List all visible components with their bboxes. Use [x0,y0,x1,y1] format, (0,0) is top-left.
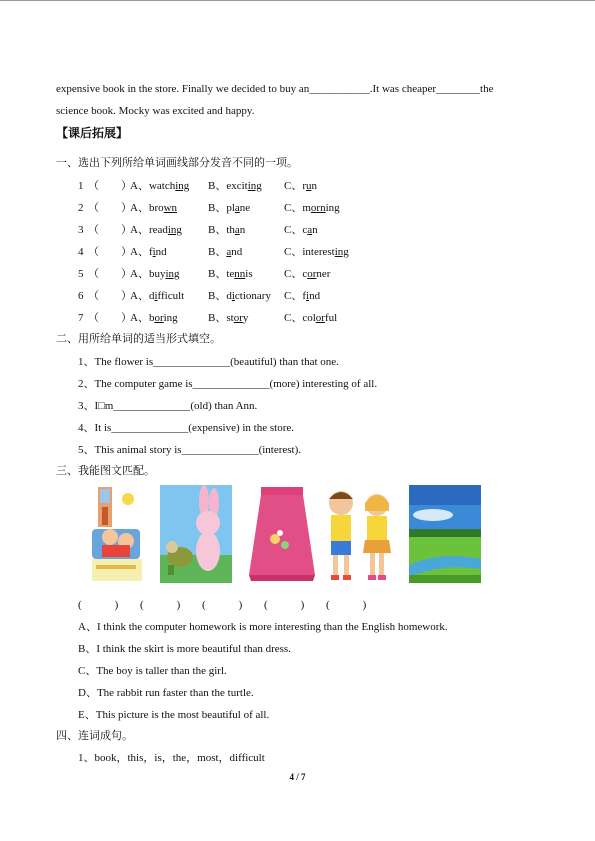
part1-item [78,201,340,215]
option-a[interactable]: A、find [130,246,167,258]
header-rule [0,0,595,1]
part3-title: 三、我能图文匹配。 [56,464,155,477]
item-number: 3 [78,224,84,236]
option-c[interactable]: C、interesting [284,246,349,258]
answer-paren[interactable]: （ ） [88,246,132,258]
item-number: 5 [78,268,84,280]
option-b[interactable]: B、than [208,224,246,236]
answer-box-4[interactable]: ( ) [264,599,305,611]
part4-title: 四、连词成句。 [56,729,133,742]
part1-item [78,311,337,325]
answer-box-5[interactable]: ( ) [326,599,367,611]
item-number: 1 [78,180,84,192]
answer-paren[interactable]: （ ） [88,312,132,324]
passage-text: .It was cheaper [369,83,437,95]
option-a[interactable]: A、reading [130,224,182,236]
passage-line-1 [56,82,493,96]
picture-boy-girl [321,485,397,583]
passage-blank-1[interactable]: ___________ [309,83,370,95]
answer-box-3[interactable]: ( ) [202,599,243,611]
answer-box-2[interactable]: ( ) [140,599,181,611]
part1-title: 一、选出下列所给单词画线部分发音不同的一项。 [56,156,298,169]
part1-item [78,267,330,281]
part1-item [78,245,349,259]
item-number: 2 [78,202,84,214]
picture-landscape [409,485,481,583]
option-b[interactable]: B、tennis [208,268,253,280]
part3-option-c: C、The boy is taller than the girl. [78,665,227,677]
answer-paren[interactable]: （ ） [88,180,132,192]
item-number: 6 [78,290,84,302]
picture-rabbit-turtle [160,485,232,583]
part3-option-b: B、I think the skirt is more beautiful than dress. [78,643,291,655]
part2-item[interactable]: 1、The flower is______________(beautiful) than that one. [78,356,339,368]
answer-box-1[interactable]: ( ) [78,599,119,611]
part1-item [78,179,317,193]
option-c[interactable]: C、colorful [284,312,338,324]
part3-option-e: E、This picture is the most beautiful of all. [78,709,270,721]
picture-sleeping-kids [88,485,144,583]
answer-paren[interactable]: （ ） [88,202,132,214]
option-a[interactable]: A、watching [130,180,190,192]
part3-option-a: A、I think the computer homework is more interesting than the English homework. [78,621,448,633]
option-b[interactable]: B、and [208,246,243,258]
option-b[interactable]: B、dictionary [208,290,271,302]
option-b[interactable]: B、exciting [208,180,262,192]
part2-item[interactable]: 5、This animal story is______________(interest). [78,444,302,456]
passage-text: the [480,83,494,95]
answer-paren[interactable]: （ ） [88,290,132,302]
part2-title: 二、用所给单词的适当形式填空。 [56,332,221,345]
section-title: 【课后拓展】 [56,126,129,140]
option-c[interactable]: C、run [284,180,317,192]
part2-item[interactable]: 4、It is______________(expensive) in the store. [78,422,294,434]
option-a[interactable]: A、difficult [130,290,185,302]
item-number: 4 [78,246,84,258]
option-b[interactable]: B、plane [208,202,251,214]
answer-paren[interactable]: （ ） [88,224,132,236]
option-c[interactable]: C、can [284,224,318,236]
option-c[interactable]: C、corner [284,268,331,280]
part2-item[interactable]: 3、I□m______________(old) than Ann. [78,400,258,412]
option-a[interactable]: A、brown [130,202,178,214]
passage-line-2: science book. Mocky was excited and happy. [56,105,255,117]
part4-item: 1、book，this，is，the，most，difficult [78,752,265,764]
option-c[interactable]: C、morning [284,202,340,214]
passage-text: expensive book in the store. Finally we decided to buy an [56,83,310,95]
option-b[interactable]: B、story [208,312,249,324]
part2-item[interactable]: 2、The computer game is______________(more) interesting of all. [78,378,378,390]
part1-item [78,289,320,303]
part3-option-d: D、The rabbit run faster than the turtle. [78,687,254,699]
picture-pink-skirt [247,485,317,583]
answer-paren[interactable]: （ ） [88,268,132,280]
option-a[interactable]: A、buying [130,268,180,280]
option-c[interactable]: C、find [284,290,321,302]
passage-blank-2[interactable]: ________ [436,83,481,95]
item-number: 7 [78,312,84,324]
part3-answer-row [78,598,388,612]
page-number: 4 / 7 [289,772,306,782]
option-a[interactable]: A、boring [130,312,178,324]
part1-item [78,223,318,237]
